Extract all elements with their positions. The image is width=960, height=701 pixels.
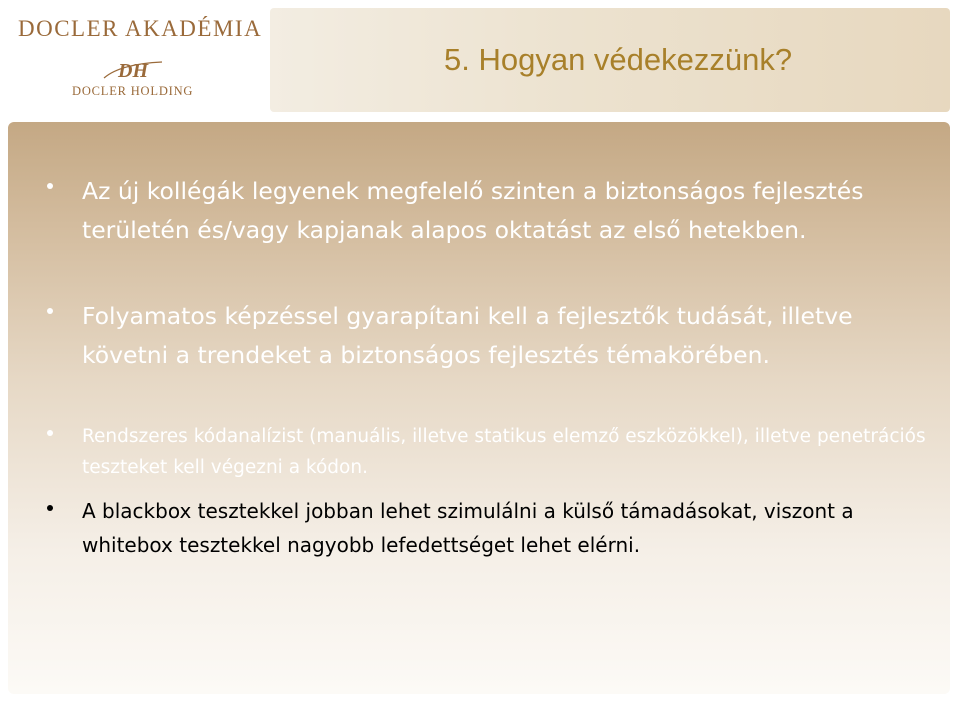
bullet-dot-icon <box>47 430 53 436</box>
docler-akademia-logo <box>0 0 270 110</box>
logo-subtitle: DOCLER HOLDING <box>72 84 194 98</box>
logo-monogram: DH <box>118 60 148 82</box>
slide-title: 5. Hogyan védekezzünk? <box>444 42 793 77</box>
bullet-dot-icon <box>47 505 53 511</box>
bullet-dot-icon <box>47 308 53 314</box>
docler-holding-monogram-icon <box>100 58 166 82</box>
bullet-item-3: Rendszeres kódanalízist (manuális, illetve statikus elemző eszközökkel), illetve penetrációs teszteket kell végezni a kódon. <box>82 426 926 478</box>
logo-title: DOCLER AKADÉMIA <box>18 16 263 41</box>
bullet-dot-icon <box>47 183 53 189</box>
bullet-item-2: Folyamatos képzéssel gyarapítani kell a fejlesztők tudását, illetve követni a trendeket a biztonságos fejlesztés témakörében. <box>82 302 853 369</box>
bullet-item-1: Az új kollégák legyenek megfelelő szinten a biztonságos fejlesztés területén és/vagy kapjanak alapos oktatást az első hetekben. <box>82 177 864 244</box>
bullet-item-4: A blackbox tesztekkel jobban lehet szimulálni a külső támadásokat, viszont a whitebox tesztekkel nagyobb lefedettséget lehet elérni. <box>82 499 854 557</box>
